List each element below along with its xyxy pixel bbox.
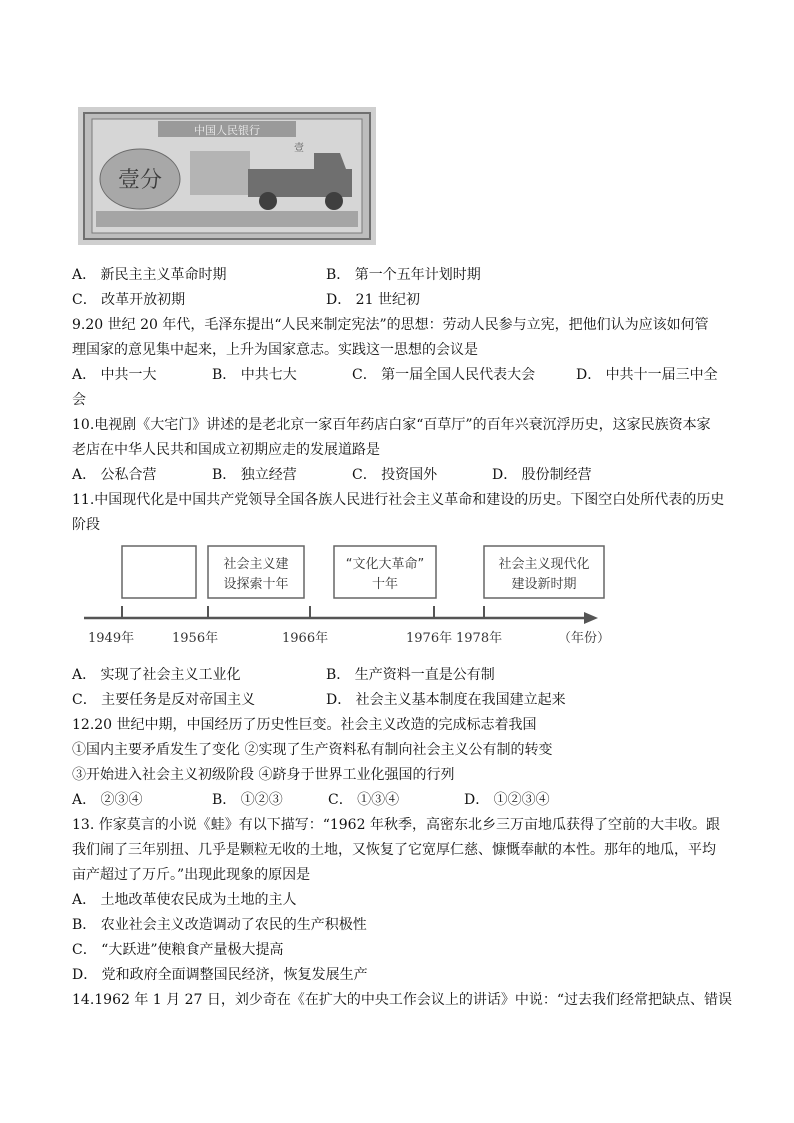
q9-option-c: C． 第一届全国人民代表大会 xyxy=(352,367,536,383)
timeline-box2-line1: 社会主义建 xyxy=(223,557,289,572)
timeline-box2-line2: 设探索十年 xyxy=(223,577,289,592)
q10-option-b: B． 独立经营 xyxy=(212,467,297,483)
timeline-unit-label: （年份） xyxy=(558,631,611,646)
q13-stem-line3: 亩产超过了万斤。”出现此现象的原因是 xyxy=(72,867,311,883)
q12-statement-line2: ①国内主要矛盾发生了变化 ②实现了生产资料私有制向社会主义公有制的转变 xyxy=(72,742,553,758)
timeline-box3-line1: “文化大革命” xyxy=(345,557,425,572)
q12-statement-line3: ③开始进入社会主义初级阶段 ④跻身于世界工业化强国的行列 xyxy=(72,767,455,783)
timeline-box4-line1: 社会主义现代化 xyxy=(498,557,590,572)
q12-option-c: C． ①③④ xyxy=(328,792,400,808)
q11-timeline xyxy=(84,540,611,652)
timeline-blank-box xyxy=(122,546,196,598)
q12-option-d: D． ①②③④ xyxy=(464,792,550,808)
banknote-denomination: 壹分 xyxy=(117,168,163,193)
q10-option-a: A． 公私合营 xyxy=(72,467,157,483)
q10-stem-line1: 10.电视剧《大宅门》讲述的是老北京一家百年药店白家“百草厅”的百年兴衰沉浮历史，这家民族资本家 xyxy=(72,417,711,433)
q9-stem-line2: 理国家的意见集中起来，上升为国家意志。实践这一思想的会议是 xyxy=(72,342,478,358)
q10-option-d: D． 股份制经营 xyxy=(492,467,592,483)
q13-stem-line1: 13. 作家莫言的小说《蛙》有以下描写：“1962 年秋季，高密东北乡三万亩地瓜获得了空前的大丰收。跟 xyxy=(72,817,720,833)
timeline-tick-1978: 1978年 xyxy=(456,631,503,646)
q13-option-c: C． “大跃进”使粮食产量极大提高 xyxy=(72,942,284,958)
q13-option-d: D． 党和政府全面调整国民经济，恢复发展生产 xyxy=(72,967,368,983)
q10-option-c: C． 投资国外 xyxy=(352,467,438,483)
timeline-box4-line2: 建设新时期 xyxy=(511,577,577,592)
q11-option-d: D． 社会主义基本制度在我国建立起来 xyxy=(326,692,566,708)
q8-option-b: B． 第一个五年计划时期 xyxy=(326,267,481,283)
banknote-bank-name: 中国人民银行 xyxy=(194,124,260,137)
timeline-tick-1949: 1949年 xyxy=(88,631,135,646)
q8-option-c: C． 改革开放初期 xyxy=(72,292,186,308)
q11-stem-line1: 11.中国现代化是中国共产党领导全国各族人民进行社会主义革命和建设的历史。下图空白处所代表的历史 xyxy=(72,492,725,508)
q11-option-c: C． 主要任务是反对帝国主义 xyxy=(72,692,256,708)
q10-stem-line2: 老店在中华人民共和国成立初期应走的发展道路是 xyxy=(72,442,380,458)
banknote-image xyxy=(78,107,376,245)
q11-option-b: B． 生产资料一直是公有制 xyxy=(326,667,495,683)
q11-option-a: A． 实现了社会主义工业化 xyxy=(72,667,241,683)
q12-option-a: A． ②③④ xyxy=(72,792,143,808)
q8-option-a: A． 新民主主义革命时期 xyxy=(72,267,227,283)
q9-option-d: D． 中共十一届三中全 xyxy=(576,367,718,383)
timeline-tick-1976: 1976年 xyxy=(406,631,453,646)
q9-option-a: A． 中共一大 xyxy=(72,367,157,383)
timeline-box3-line2: 十年 xyxy=(371,577,399,592)
q13-option-b: B． 农业社会主义改造调动了农民的生产积极性 xyxy=(72,917,367,933)
q12-stem-line1: 12.20 世纪中期，中国经历了历史性巨变。社会主义改造的完成标志着我国 xyxy=(72,717,537,733)
q13-stem-line2: 我们闹了三年别扭、几乎是颗粒无收的土地，又恢复了它宽厚仁慈、慷慨奉献的本性。那年的地瓜，平均 xyxy=(72,842,716,858)
banknote-corner: 壹 xyxy=(294,143,304,154)
q14-stem-line1: 14.1962 年 1 月 27 日，刘少奇在《在扩大的中央工作会议上的讲话》中说：“过去我们经常把缺点、错误 xyxy=(72,992,733,1008)
q9-option-b: B． 中共七大 xyxy=(212,367,297,383)
q9-option-d-cont: 会 xyxy=(72,392,86,408)
q12-option-b: B． ①②③ xyxy=(212,792,283,808)
q13-option-a: A． 土地改革使农民成为土地的主人 xyxy=(72,892,297,908)
q11-stem-line2: 阶段 xyxy=(72,517,100,533)
q9-stem-line1: 9.20 世纪 20 年代，毛泽东提出“人民来制定宪法”的思想：劳动人民参与立宪，把他们认为应该如何管 xyxy=(72,317,709,333)
timeline-tick-1966: 1966年 xyxy=(282,631,329,646)
timeline-tick-1956: 1956年 xyxy=(172,631,219,646)
q8-option-d: D． 21 世纪初 xyxy=(326,292,420,308)
timeline-arrow-icon xyxy=(584,612,598,624)
